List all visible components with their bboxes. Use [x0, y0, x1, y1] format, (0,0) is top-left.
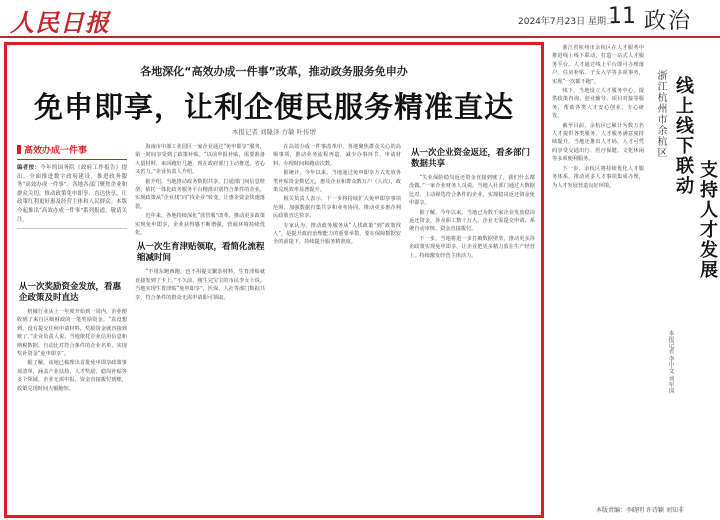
paragraph: 据介绍，当地推动政务数据共享，打通部门间信息壁垒，依托一体化政务服务平台精准识别符合条件的企业，实现政策从“企业找”向“找企业”转变，让惠企资金快速落袋。 — [135, 178, 265, 210]
side-article-body — [552, 44, 644, 514]
paragraph: 近年来，各地持续深化“放管服”改革，推动更多政策实现免申即享，企业获得感不断增强，营商环境持续优化。 — [135, 213, 265, 237]
subheading-1: 从一次奖励资金发放，看惠企政策及时直达 — [19, 282, 122, 303]
date-line: 2024年7月23日 星期二 — [518, 17, 615, 27]
editor-note-label: 编者按： — [17, 165, 41, 171]
tag-label-text: 高效办成一件事 — [24, 146, 88, 156]
article-byline: 本报记者 刘隆泽 方敏 叶传增 — [231, 128, 317, 136]
editor-note — [17, 164, 127, 224]
article-column-3 — [273, 143, 401, 515]
column-tag-label — [17, 143, 127, 160]
article-column-2 — [135, 143, 265, 515]
page-editors: 本版责编：李晓明 许诗颖 刘知非 — [596, 507, 684, 514]
paragraph: 据了解，该地已梳理出首批免申即享政策事项清单，涵盖产业扶持、人才奖励、稳岗补贴等多个领域，企业无需申报，资金直接拨付到账，政策兑现时间大幅缩短。 — [17, 360, 127, 392]
paragraph: “失业保险稳岗返还资金直接到账了，我们什么都没做。”一家企业财务人员说。当地人社部门通过大数据比对，主动筛选符合条件的企业，实现稳岗返还资金免申即享。 — [409, 175, 535, 207]
side-article-title-line-2: 支持人才发展 — [697, 160, 718, 280]
paragraph: 下一步，余杭区将持续优化人才服务体系，推动更多人才事项集成办理，为人才发展营造良好环境。 — [552, 165, 644, 189]
paragraph: 截至目前，余杭区已累计为数万名人才提供各类服务，人才服务满意度持续提升。当地还推出人才码，人才可凭码享受交通出行、医疗保健、文化休闲等多项便利服务。 — [552, 122, 644, 163]
newspaper-logo: 人民日报 — [10, 8, 110, 37]
paragraph: “不用东跑西跑，也不用提交繁杂材料，生育津贴就直接发到了卡上。”不久前，刚生完宝宝的市民李女士说。当地实现生育津贴“免申即享”，医保、人社等部门数据共享，符合条件的群众无需申请即可领取。 — [135, 269, 265, 301]
article-headline: 免申即享，让利企便民服务精准直达 — [33, 90, 514, 124]
paragraph: 下一步，当地将进一步打破数据壁垒，推动更多涉企政策实现免申即享，让企业把更多精力放在生产经营上，持续激发经营主体活力。 — [409, 235, 535, 259]
paragraph: 据了解，今年以来，当地已为数千家企业发放稳岗返还资金，涉及职工数十万人。企业无需提交申请，系统自动审核、资金直接拨付。 — [409, 209, 535, 233]
masthead — [0, 0, 720, 38]
tag-marker-icon — [17, 145, 21, 154]
page-number: 11 — [608, 4, 636, 29]
main-article-box — [4, 42, 544, 518]
side-article-kicker: 浙江杭州市余杭区 — [655, 70, 666, 158]
article-column-1 — [17, 277, 127, 515]
section-title: 政治 — [644, 9, 693, 34]
paragraph: 相关负责人表示，下一步将持续扩大免申即享事项范围，加强数据归集共享和业务协同，推动更多惠企利民政策直达快享。 — [273, 196, 401, 220]
editor-note-text: 今年的国务院《政府工作报告》提出，全面推进数字政府建设，推进政务服务“高效办成一件事”。各地各部门聚焦企业和群众关切，推动政策免申即享、直达快享，让政策红利更好惠及经营主体和人民群众。本版今起推出“高效办成一件事”系列报道，敬请关注。 — [17, 165, 127, 223]
column-tag — [17, 143, 127, 229]
paragraph: 据统计，今年以来，当地通过免申即享方式发放各类补贴资金数亿元，惠及企业和群众数万户（人次），政策兑现效率显著提升。 — [273, 170, 401, 194]
paragraph: 在高效办成一件事改革中，各地聚焦群众关心的高频事项，推动业务流程再造，减少办事环节、申请材料、办理时间和跑动次数。 — [273, 144, 401, 167]
article-column-4 — [409, 143, 535, 515]
subheading-3: 从一次企业资金返还，看多部门数据共享 — [411, 148, 531, 169]
paragraph: 线下，当地设立人才服务中心，提供政策咨询、创业辅导、项目对接等服务，帮助各类人才安心创业、专心研发。 — [552, 88, 644, 120]
side-article-byline: 本报记者 李中文 刘军国 — [667, 330, 674, 394]
paragraph: 海南市中部工业园区一家企业通过“免申即享”服务，第一时间享受到了政策补贴。“以前申报补贴，需要准备大量材料，来回跑好几趟，现在政府部门主动推送，省心又省力。”企业负责人介绍。 — [135, 144, 265, 176]
divider — [17, 228, 127, 229]
subheading-2: 从一次生育津贴领取，看简化流程缩减时间 — [137, 242, 265, 264]
paragraph: 浙江省杭州市余杭区在人才服务中推进线上线下联动，打造一站式人才服务平台。人才通过线上平台即可办理落户、住房补贴、子女入学等多项事务，实现“一次都不跑”。 — [552, 45, 644, 85]
side-article-title-line-1: 线上线下联动 — [673, 76, 694, 196]
paragraph: 专家认为，推动政务服务从“人找政策”到“政策找人”，是提升政府治理能力的重要举措，要在保障数据安全的前提下，持续提升服务精准度。 — [273, 222, 401, 246]
paragraph: 机械行业从上一年度开始到一周内，企业便收到了来自区级财政的一笔奖励资金。“真没想到，没有提交任何申请材料，奖励资金就直接到账了。”企业负责人说。当地依托企业信用信息和纳税数据，自动比对符合条件的企业名单，实现奖补资金“免申即享”。 — [17, 309, 127, 358]
article-kicker: 各地深化“高效办成一件事”改革，推动政务服务免申办 — [140, 65, 408, 78]
